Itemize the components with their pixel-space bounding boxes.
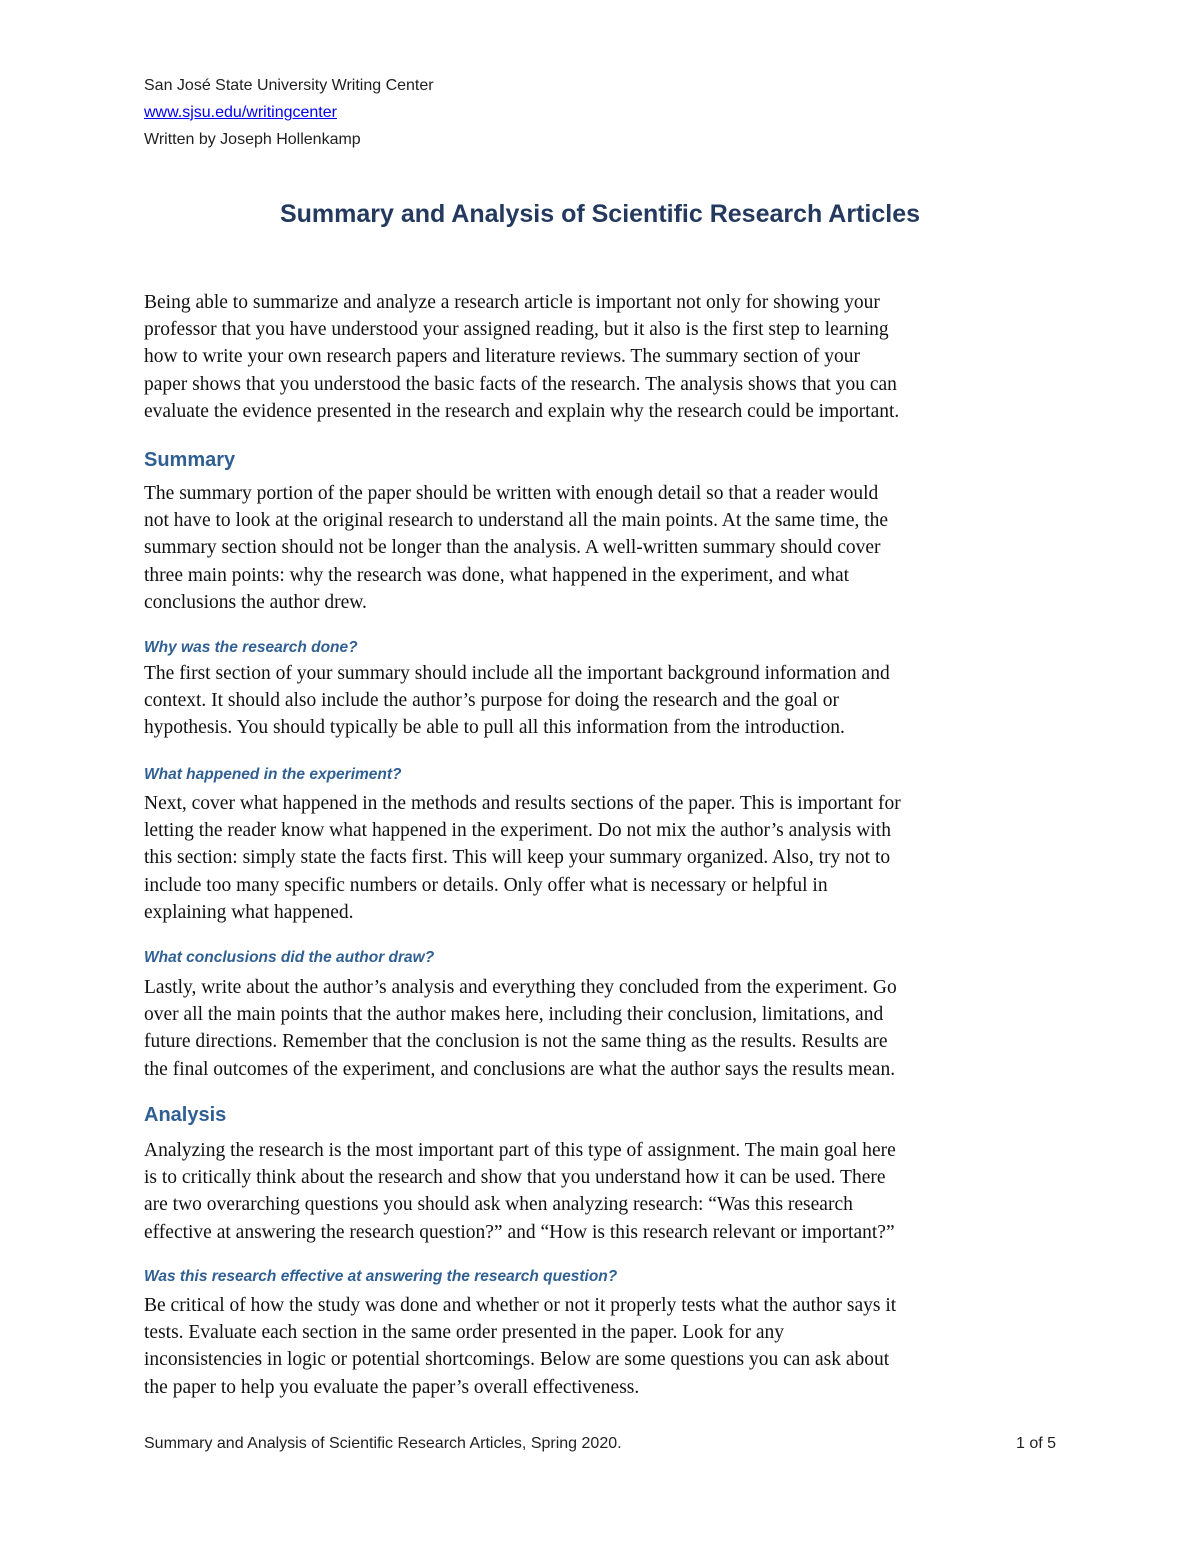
paragraph-line: Analyzing the research is the most important part of this type of assignment. The main goal here bbox=[144, 1140, 896, 1161]
paragraph-line: The first section of your summary should include all the important background information and bbox=[144, 663, 890, 684]
effective-paragraph bbox=[144, 1292, 1064, 1401]
paragraph-line: future directions. Remember that the conclusion is not the same thing as the results. Results are bbox=[144, 1031, 888, 1053]
paragraph-line: Lastly, write about the author’s analysis and everything they concluded from the experiment. Go bbox=[144, 977, 897, 998]
what-happened-paragraph bbox=[144, 790, 1064, 926]
effective-heading: Was this research effective at answering the research question? bbox=[144, 1268, 618, 1285]
page-number: 1 of 5 bbox=[1015, 1435, 1056, 1452]
paragraph-line: hypothesis. You should typically be able to pull all this information from the introduction. bbox=[144, 717, 845, 739]
conclusions-heading: What conclusions did the author draw? bbox=[144, 949, 435, 966]
analysis-paragraph bbox=[144, 1137, 1064, 1246]
paragraph-line: explaining what happened. bbox=[144, 901, 354, 923]
document-title: Summary and Analysis of Scientific Research Articles bbox=[279, 200, 921, 228]
paragraph-line: paper shows that you understood the basic facts of the research. The analysis shows that you can bbox=[144, 373, 897, 395]
intro-paragraph bbox=[144, 289, 1064, 425]
paragraph-line: over all the main points that the author makes here, including their conclusion, limitations, and bbox=[144, 1004, 884, 1026]
paragraph-line: summary section should not be longer than the analysis. A well-written summary should cover bbox=[144, 537, 881, 559]
summary-heading: Summary bbox=[144, 449, 236, 471]
footer-title: Summary and Analysis of Scientific Research Articles, Spring 2020. bbox=[144, 1435, 622, 1452]
paragraph-line: conclusions the author drew. bbox=[144, 591, 367, 613]
paragraph-line: inconsistencies in logic or potential shortcomings. Below are some questions you can ask about bbox=[144, 1349, 890, 1371]
paragraph-line: is to critically think about the research and show that you understand how it can be used. There bbox=[144, 1167, 886, 1189]
why-research-heading: Why was the research done? bbox=[144, 639, 358, 656]
paragraph-line: not have to look at the original research to understand all the main points. At the same time, the bbox=[144, 510, 889, 532]
what-happened-heading: What happened in the experiment? bbox=[144, 766, 402, 783]
paragraph-line: how to write your own research papers and literature reviews. The summary section of your bbox=[144, 346, 861, 368]
paragraph-line: context. It should also include the author’s purpose for doing the research and the goal or bbox=[144, 690, 839, 712]
paragraph-line: letting the reader know what happened in the experiment. Do not mix the author’s analysis with bbox=[144, 820, 891, 842]
paragraph-line: Be critical of how the study was done and whether or not it properly tests what the author says it bbox=[144, 1295, 897, 1316]
paragraph-line: effective at answering the research question?” and “How is this research relevant or important?” bbox=[144, 1221, 895, 1243]
paragraph-line: evaluate the evidence presented in the research and explain why the research could be important. bbox=[144, 400, 900, 422]
paragraph-line: Being able to summarize and analyze a research article is important not only for showing your bbox=[144, 292, 880, 313]
writing-center-link[interactable]: www.sjsu.edu/writingcenter bbox=[144, 104, 337, 121]
analysis-heading: Analysis bbox=[144, 1104, 227, 1126]
conclusions-paragraph bbox=[144, 974, 1064, 1083]
paragraph-line: The summary portion of the paper should be written with enough detail so that a reader would bbox=[144, 483, 879, 504]
paragraph-line: the paper to help you evaluate the paper’s overall effectiveness. bbox=[144, 1376, 640, 1398]
header-organization: San José State University Writing Center bbox=[144, 77, 434, 94]
paragraph-line: include too many specific numbers or details. Only offer what is necessary or helpful in bbox=[144, 874, 828, 896]
summary-paragraph bbox=[144, 480, 1064, 616]
paragraph-line: this section: simply state the facts first. This will keep your summary organized. Also, try not to bbox=[144, 847, 891, 869]
paragraph-line: are two overarching questions you should ask when analyzing research: “Was this research bbox=[144, 1194, 853, 1216]
paragraph-line: tests. Evaluate each section in the same order presented in the paper. Look for any bbox=[144, 1322, 785, 1344]
header-author: Written by Joseph Hollenkamp bbox=[144, 131, 361, 148]
paragraph-line: Next, cover what happened in the methods and results sections of the paper. This is important for bbox=[144, 793, 901, 814]
paragraph-line: the final outcomes of the experiment, and conclusions are what the author says the results mean. bbox=[144, 1058, 896, 1080]
paragraph-line: three main points: why the research was done, what happened in the experiment, and what bbox=[144, 564, 850, 586]
paragraph-line: professor that you have understood your assigned reading, but it also is the first step to learning bbox=[144, 319, 889, 341]
why-research-paragraph bbox=[144, 660, 1064, 742]
